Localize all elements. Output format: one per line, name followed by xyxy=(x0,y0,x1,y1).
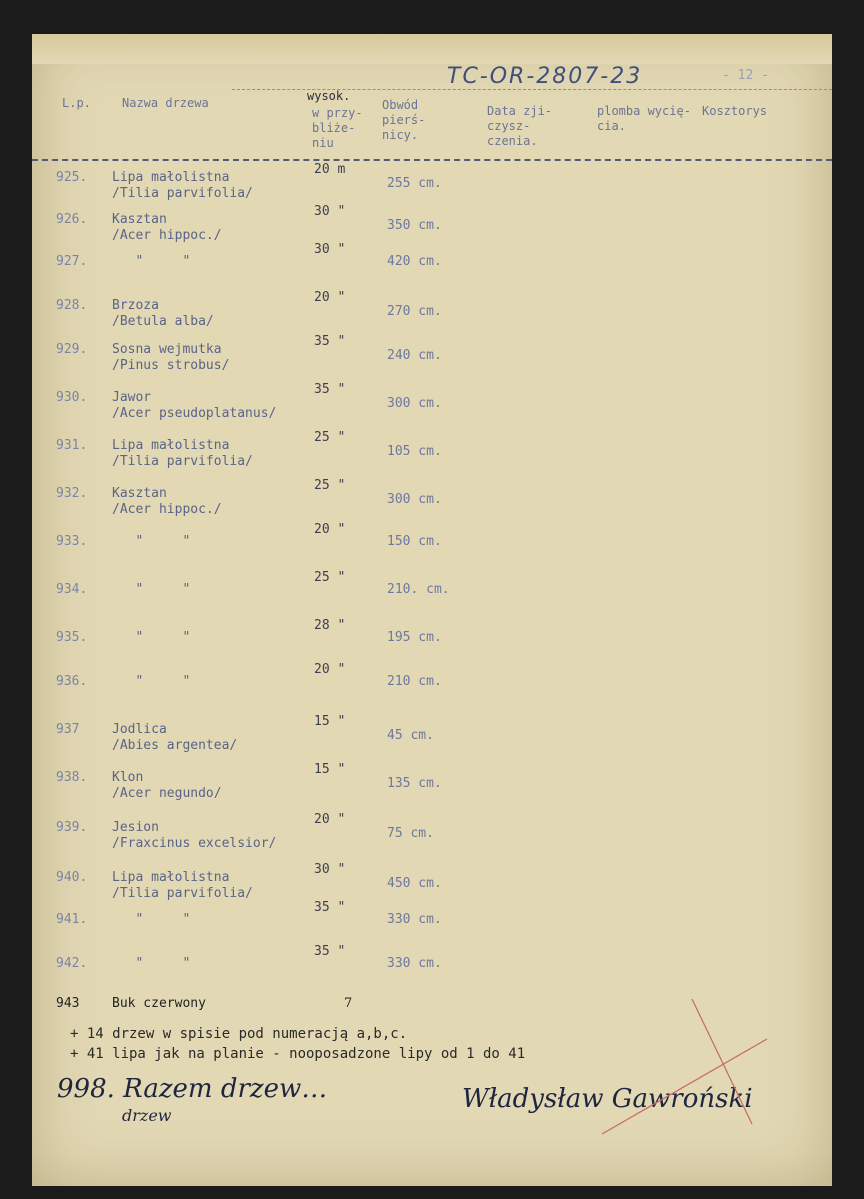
header-col-no: L.p. xyxy=(62,96,91,110)
row-tree-name: " " xyxy=(112,912,191,927)
row-tree-name: Brzoza /Betula alba/ xyxy=(112,298,214,329)
row-height: 30 " xyxy=(314,862,346,877)
row-number: 931. xyxy=(56,438,88,453)
row-girth: 240 cm. xyxy=(387,348,442,363)
handwritten-total-cont: drzew xyxy=(122,1106,172,1125)
row-girth: 210 cm. xyxy=(387,674,442,689)
row-tree-name: " " xyxy=(112,582,191,597)
row-girth: 195 cm. xyxy=(387,630,442,645)
table-row xyxy=(32,382,832,430)
red-cross-mark xyxy=(592,994,772,1144)
table-row xyxy=(32,944,832,996)
header-col-seal: plomba wycię- cia. xyxy=(597,104,691,133)
table-row xyxy=(32,570,832,622)
row-number: 927. xyxy=(56,254,88,269)
header-col-height: wysok. xyxy=(307,89,351,103)
header-col-cost: Kosztorys xyxy=(702,104,768,118)
row-height: 28 " xyxy=(314,618,346,633)
row-number: 937 xyxy=(56,722,80,737)
note-line-2: + 41 lipa jak na planie - nooposadzone lipy od 1 do 41 xyxy=(70,1046,526,1062)
row-girth: 75 cm. xyxy=(387,826,434,841)
row-girth: 350 cm. xyxy=(387,218,442,233)
row-tree-name: Sosna wejmutka /Pinus strobus/ xyxy=(112,342,230,373)
row-girth: 135 cm. xyxy=(387,776,442,791)
row-number: 932. xyxy=(56,486,88,501)
header-col-name: Nazwa drzewa xyxy=(122,96,209,110)
row-number: 938. xyxy=(56,770,88,785)
row-number: 942. xyxy=(56,956,88,971)
row-height: 15 " xyxy=(314,762,346,777)
row-girth: 270 cm. xyxy=(387,304,442,319)
row-tree-name: Klon /Acer negundo/ xyxy=(112,770,222,801)
table-row xyxy=(32,334,832,382)
table-row xyxy=(32,862,832,910)
row-tree-name: " " xyxy=(112,534,191,549)
row-height: 20 " xyxy=(314,812,346,827)
row-tree-name: " " xyxy=(112,630,191,645)
table-row xyxy=(32,162,832,210)
handwritten-total: 998. Razem drzew… xyxy=(57,1074,328,1104)
row-tree-name: " " xyxy=(112,674,191,689)
table-row xyxy=(32,900,832,952)
row-number: 941. xyxy=(56,912,88,927)
row-height: 7 xyxy=(344,996,353,1011)
row-tree-name: Lipa małolistna /Tilia parvifolia/ xyxy=(112,438,253,469)
row-girth: 300 cm. xyxy=(387,396,442,411)
row-height: 20 " xyxy=(314,662,346,677)
row-height: 35 " xyxy=(314,382,346,397)
row-girth: 210. cm. xyxy=(387,582,450,597)
row-number: 936. xyxy=(56,674,88,689)
document-reference: TC-OR-2807-23 xyxy=(447,64,643,89)
row-number: 940. xyxy=(56,870,88,885)
row-number: 935. xyxy=(56,630,88,645)
row-tree-name: Lipa małolistna /Tilia parvifolia/ xyxy=(112,170,253,201)
table-row xyxy=(32,812,832,860)
row-tree-name: Jesion /Fraxcinus excelsior/ xyxy=(112,820,277,851)
header-rule xyxy=(32,159,832,161)
row-number: 926. xyxy=(56,212,88,227)
table-row xyxy=(32,204,832,252)
header-col-date: Data zji- czysz- czenia. xyxy=(487,104,553,148)
row-number: 934. xyxy=(56,582,88,597)
row-girth: 255 cm. xyxy=(387,176,442,191)
row-tree-name: Kasztan /Acer hippoc./ xyxy=(112,486,222,517)
row-girth: 330 cm. xyxy=(387,956,442,971)
document-page xyxy=(32,34,832,1186)
row-number: 930. xyxy=(56,390,88,405)
row-tree-name: Lipa małolistna /Tilia parvifolia/ xyxy=(112,870,253,901)
row-tree-name: Jodlica /Abies argentea/ xyxy=(112,722,238,753)
row-girth: 105 cm. xyxy=(387,444,442,459)
row-girth: 420 cm. xyxy=(387,254,442,269)
row-girth: 450 cm. xyxy=(387,876,442,891)
row-height: 15 " xyxy=(314,714,346,729)
row-girth: 45 cm. xyxy=(387,728,434,743)
header-col-height-sub: w przy- bliże- niu xyxy=(312,106,363,150)
row-tree-name: Buk czerwony xyxy=(112,996,206,1011)
row-girth: 150 cm. xyxy=(387,534,442,549)
page-marker: - 12 - xyxy=(722,68,769,83)
table-row xyxy=(32,618,832,670)
table-row xyxy=(32,522,832,574)
row-height: 20 " xyxy=(314,522,346,537)
header-col-girth: Obwód pierś- nicy. xyxy=(382,98,426,142)
row-number: 925. xyxy=(56,170,88,185)
table-row xyxy=(32,662,832,714)
row-tree-name: " " xyxy=(112,956,191,971)
row-girth: 300 cm. xyxy=(387,492,442,507)
row-height: 25 " xyxy=(314,570,346,585)
table-row xyxy=(32,242,832,294)
row-tree-name: " " xyxy=(112,254,191,269)
row-height: 35 " xyxy=(314,900,346,915)
row-tree-name: Jawor /Acer pseudoplatanus/ xyxy=(112,390,277,421)
row-girth: 330 cm. xyxy=(387,912,442,927)
table-row xyxy=(32,430,832,478)
row-height: 35 " xyxy=(314,944,346,959)
row-height: 30 " xyxy=(314,242,346,257)
table-row xyxy=(32,290,832,338)
row-height: 25 " xyxy=(314,430,346,445)
row-tree-name: Kasztan /Acer hippoc./ xyxy=(112,212,222,243)
row-number: 943 xyxy=(56,996,80,1011)
row-height: 20 " xyxy=(314,290,346,305)
row-height: 25 " xyxy=(314,478,346,493)
table-row xyxy=(32,478,832,526)
table-row xyxy=(32,762,832,810)
row-height: 20 m xyxy=(314,162,346,177)
row-number: 929. xyxy=(56,342,88,357)
row-height: 30 " xyxy=(314,204,346,219)
row-height: 35 " xyxy=(314,334,346,349)
note-line-1: + 14 drzew w spisie pod numeracją a,b,c. xyxy=(70,1026,408,1042)
row-number: 928. xyxy=(56,298,88,313)
row-number: 939. xyxy=(56,820,88,835)
row-number: 933. xyxy=(56,534,88,549)
table-row xyxy=(32,714,832,762)
handwritten-signature: Władysław Gawroński xyxy=(462,1084,753,1114)
